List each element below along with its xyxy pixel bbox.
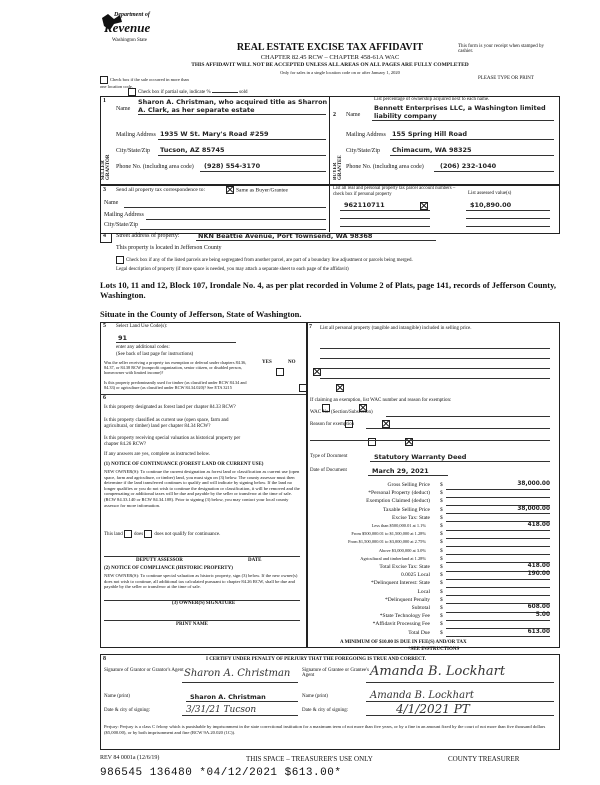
tax-row-label: Total Excise Tax: State [379,564,430,570]
legal-description[interactable]: Lots 10, 11 and 12, Block 107, Irondale No. 4, as per plat recorded in Volume 2 of Plats, page 141, records of Jefferson County, Washington. [100,280,557,300]
corr-city-label: City/State/Zip [104,222,138,228]
tax-row-value[interactable]: 190.00 [527,571,550,578]
grantee-sig-label: Signature of Grantee or Grantee's Agent [302,668,369,678]
reason-label: Reason for exemption [310,422,355,427]
if-yes-note: If any answers are yes, complete as instructed below. [104,452,211,457]
deputy-assessor-label: DEPUTY ASSESSOR [136,558,183,563]
section5-num: 5 [103,323,106,329]
seller-vertical-label: SELLER GRANTOR [101,154,111,180]
tax-row-label: From $500,000.01 to $1,500,000 at 1.28% [351,531,426,537]
buyer-city-label: City/State/Zip [346,148,380,154]
seller-mailing[interactable]: 1935 W St. Mary's Road #259 [160,130,269,138]
doc-type-label: Type of Document [310,454,348,459]
owner-signature-label: (3) OWNER(S) SIGNATURE [172,601,236,606]
ownership-pct-note: List percentage of ownership acquired next to each name. [374,97,490,102]
tax-row-label: Local [417,588,430,595]
no-header: NO [288,360,296,365]
send-correspondence-label: Send all property tax correspondence to: [116,187,206,193]
tax-row-dollar: $ [440,572,443,579]
partial-sale-check[interactable] [128,88,247,96]
tax-row-label: *Affidavit Processing Fee [372,621,430,628]
form-chapter: CHAPTER 82.45 RCW – CHAPTER 458-61A WAC [260,54,400,61]
corr-name-label: Name [104,200,119,206]
multi-location-label: Check box if the sale occurred in more than one location code. [100,77,189,89]
corr-mailing-label: Mailing Address [104,212,144,218]
continuance-check[interactable] [104,530,220,538]
tax-row-dollar: $ [440,555,443,562]
buyer-name[interactable]: Bennett Enterprises LLC, a Washington limited liability company [374,104,546,120]
section1-num: 1 [103,98,106,104]
tax-row-dollar: $ [440,498,443,505]
revenue-logo [100,10,170,52]
this-land-label: This land [104,532,123,538]
street-label: Street address of property: [116,233,180,239]
type-or-print: PLEASE TYPE OR PRINT [478,76,534,81]
tax-row-dollar: $ [440,605,443,611]
tax-row-dollar: $ [440,547,443,554]
legal-desc-label: Legal description of property (if more space is needed, you may attach a separate sheet to each page of the affidavit) [116,267,349,272]
grantee-print-name[interactable]: Amanda B. Lockhart [370,690,474,701]
tax-row-dollar: $ [440,531,443,538]
buyer-mailing[interactable]: 155 Spring Hill Road [392,130,468,138]
form-warning: THIS AFFIDAVIT WILL NOT BE ACCEPTED UNLESS ALL AREAS ON ALL PAGES ARE FULLY COMPLETED [191,62,469,68]
buyer-phone[interactable]: (206) 232-1040 [440,162,497,170]
does-not-checkbox[interactable] [144,530,152,538]
grantor-print-name[interactable]: Sharon A. Christman [190,693,266,701]
tax-row-label: *Delinquent Penalty [384,596,430,603]
q5-text: Is this property receiving special valuation as historical property per chapter 84.26 RCW? [104,436,241,447]
tax-row-dollar: $ [440,629,443,636]
notice2-title: (2) NOTICE OF COMPLIANCE (HISTORIC PROPERTY) [104,566,233,571]
tax-row-value[interactable]: 38,000.00 [517,481,550,487]
grantee-date-label: Date & city of signing: [302,708,349,713]
seller-mailing-label: Mailing Address [116,132,156,138]
street-address[interactable]: NKN Beattie Avenue, Port Townsend, WA 98368 [198,232,373,240]
grantee-name-label: Name (print) [302,694,328,699]
segregated-check[interactable] [116,256,413,264]
section3-num: 3 [103,187,106,193]
doc-type[interactable]: Statutory Warranty Deed [374,453,467,461]
tax-row-label: Exemption Claimed (deduct) [366,498,430,505]
tax-row-label: Excise Tax: State [391,514,430,521]
receipt-stamp: 986545 136480 *04/12/2021 $613.00* [100,767,342,779]
perjury-notice: Perjury: Perjury is a class C felony which is punishable by imprisonment in the state correctional institution for a maximum term of not more than five years, or by a fine in an amount fixed by the court of not more than five thousand dollars ($5,000.00), or by both imprisonment and fine (RCW 9A.20.020 (1C)). [104,724,546,735]
rev-code: REV 84 0001a (12/6/19) [100,755,160,761]
personal-property-label: List all personal property (tangible and intangible) included in selling price. [320,326,472,331]
logo-line2: Revenue [104,20,151,35]
section4-num-box [100,233,112,243]
grantor-signature[interactable]: Sharon A. Christman [184,668,291,679]
tax-row-dollar: $ [440,621,443,628]
logo-line1: Department of [114,12,150,18]
grantor-name-label: Name (print) [104,694,130,699]
q2-text: Is this property predominantly used for timber (as classified under RCW 84.34 and 84.33) or agriculture (as classified under RCW 84.34.020)? See ETA 3215 [104,380,247,390]
certify-statement: I CERTIFY UNDER PENALTY OF PERJURY THAT THE FOREGOING IS TRUE AND CORRECT. [206,657,427,662]
see-instructions: *SEE INSTRUCTIONS [408,647,460,652]
does-not-label: does not qualify for continuance. [154,532,221,538]
q1-yes-checkbox[interactable] [276,368,284,376]
minimum-fee-note: A MINIMUM OF $10.00 IS DUE IN FEE(S) AND/OR TAX [340,640,467,645]
section4-num: 4 [103,233,106,239]
tax-row-label: Gross Selling Price [387,482,430,488]
seller-city[interactable]: Tucson, AZ 85745 [160,146,225,154]
q4-text: Is this property classified as current use (open space, farm and agricultural, or timber) land per chapter 84.34 RCW? [104,418,229,429]
tax-row-label: 0.0025 Local [400,572,430,579]
deputy-date-label: DATE [248,558,262,563]
tax-row-dollar: $ [440,613,443,620]
same-as-buyer-check[interactable] [226,186,288,194]
seller-name-label: Name [116,106,131,112]
tax-row-label: *State Technology Fee [379,613,430,620]
tax-row-dollar: $ [440,580,443,587]
segregated-checkbox[interactable] [116,256,124,264]
personal-property-checkbox[interactable] [420,202,428,210]
seller-phone-label: Phone No. (including area code) [116,164,194,170]
seller-name[interactable]: Sharon A. Christman, who acquired title as Sharron A. Clark, as her separate estate [138,98,328,114]
same-as-buyer-checkbox[interactable] [226,186,234,194]
notice1-body: NEW OWNER(S): To continue the current designation as forest land or classification as current use (open space, farm and agriculture, or timber) land, you must sign on (3) below. The county assessor must then determine if the land transferred continues to qualify and will indicate by signing below. If the land no longer qualifies or you do not wish to continue the designation or classification, it will be removed and the compensating or additional taxes will be due and payable by the seller or transferor at the time of sale. (RCW 84.33.140 or RCW 84.34.108). Prior to signing (3) below, you may contact your local county assessor for more information. [104,469,300,508]
wac-label: WAC No. (Section/Subsection) [310,410,373,415]
does-label: does [134,532,144,538]
situate-county[interactable]: Situate in the County of Jefferson, State of Washington. [100,309,302,319]
land-use-code[interactable]: 91 [118,334,128,342]
does-checkbox[interactable] [124,530,132,538]
tax-row-label: Above $3,000,000 at 3.0% [378,547,426,553]
buyer-vertical-label: BUYER GRANTEE [333,155,343,180]
receipt-note: This form is your receipt when stamped by cashier. [458,44,544,54]
logo-line3: Washington State [112,38,148,43]
tax-row-label: Less than $500,000.01 at 1.1% [371,523,426,528]
tax-row-value[interactable]: 418.00 [527,522,550,528]
exemption-label: If claiming an exemption, list WAC number and reason for exemption: [310,398,452,403]
tax-row-dollar: $ [440,596,443,603]
buyer-mailing-label: Mailing Address [346,132,386,138]
tax-row-label: Agricultural and timberland at 1.28% [360,555,426,561]
grantor-date-label: Date & city of signing: [104,708,151,713]
tax-row-dollar: $ [440,539,443,546]
tax-row-label: Subtotal [411,605,430,611]
see-back: (See back of last page for instructions) [116,352,194,357]
tax-row-value[interactable]: 613.00 [527,628,550,635]
tax-row-label: *Delinquent Interest: State [371,580,430,587]
partial-sold-label: sold [239,90,248,96]
grantor-sig-label: Signature of Grantor or Grantor's Agent [104,668,184,673]
tax-row-value[interactable]: 418.00 [527,563,550,569]
tax-row-label: Taxable Selling Price [383,506,430,513]
assessed-header: List assessed value(s) [468,191,512,196]
segregated-label: Check box if any of the listed parcels are being segregated from another parcel, are part of a boundary line adjustment or parcels being merged. [126,258,413,264]
partial-sale-checkbox[interactable] [128,88,136,96]
tax-row-value[interactable]: 5.00 [535,612,550,619]
same-as-buyer-label: Same as Buyer/Grantee [236,187,288,194]
section2-num: 2 [333,112,336,118]
buyer-city[interactable]: Chimacum, WA 98325 [392,146,472,154]
tax-row-dollar: $ [440,506,443,513]
parcel-number[interactable]: 962110711 [344,201,385,209]
tax-row-dollar: $ [440,482,443,488]
section6-num: 6 [103,395,106,401]
notice2-body: NEW OWNER(S): To continue special valuation as historic property, sign (3) below. If the new owner(s) does not wish to continue, all additional tax calculated pursuant to chapter 84.26 RCW, shall be due and payable by the seller or transferor at the time of sale. [104,573,298,590]
treasurer-space: THIS SPACE – TREASURER'S USE ONLY [246,755,373,763]
grantee-signature[interactable]: Amanda B. Lockhart [370,664,506,679]
seller-phone[interactable]: (928) 554-3170 [204,162,261,170]
section8-num: 8 [103,656,106,662]
grantee-date-city[interactable]: 4/1/2021 PT [396,702,470,716]
assessed-value[interactable]: $10,890.00 [470,201,512,209]
tax-row-value[interactable]: 608.00 [527,604,550,610]
tax-row-dollar: $ [440,564,443,570]
tax-row-dollar: $ [440,514,443,521]
multi-location-checkbox[interactable] [100,76,108,84]
county-located: This property is located in Jefferson County [116,245,222,251]
parcel-header: List all real and personal property tax parcel account numbers – check box if personal property [333,186,456,197]
grantor-date-city[interactable]: 3/31/21 Tucson [186,705,257,715]
tax-row-dollar: $ [440,588,443,595]
tax-row-label: From $1,500,000.01 to $3,000,000 at 2.75% [348,539,426,545]
buyer-name-label: Name [346,112,361,118]
county-treasurer: COUNTY TREASURER [448,755,520,763]
seller-city-label: City/State/Zip [116,148,150,154]
print-name-label: PRINT NAME [176,622,208,627]
tax-row-value[interactable]: 38,000.00 [517,505,550,512]
doc-date[interactable]: March 29, 2021 [372,467,429,475]
tax-row-label: Total Due [408,629,430,636]
buyer-phone-label: Phone No. (including area code) [346,164,424,170]
section7-num: 7 [309,324,312,330]
only-sales-note: Only for sales in a single location code on or after January 1, 2020 [280,70,400,75]
doc-date-label: Date of Document [310,468,347,473]
q1-text: Was the seller receiving a property tax exemption or deferral under chapters 84.36, 84.37, or 84.38 RCW (nonprofit organization, senior citizen, or disabled person, homeowner with limited income)? [104,360,247,375]
q3-text: Is this property designated as forest land per chapter 84.33 RCW? [104,405,236,410]
tax-row-dollar: $ [440,523,443,529]
notice1-title: (1) NOTICE OF CONTINUANCE (FOREST LAND OR CURRENT USE) [104,462,264,467]
form-title: REAL ESTATE EXCISE TAX AFFIDAVIT [236,42,424,53]
additional-codes-label: enter any additional codes: [116,345,170,350]
tax-row-dollar: $ [440,490,443,497]
tax-row-label: *Personal Property (deduct) [368,490,430,497]
partial-sale-label: Check box if partial sale, indicate % [138,90,211,96]
land-use-label: Select Land Use Code(s): [116,324,168,329]
yes-header: YES [262,360,272,365]
